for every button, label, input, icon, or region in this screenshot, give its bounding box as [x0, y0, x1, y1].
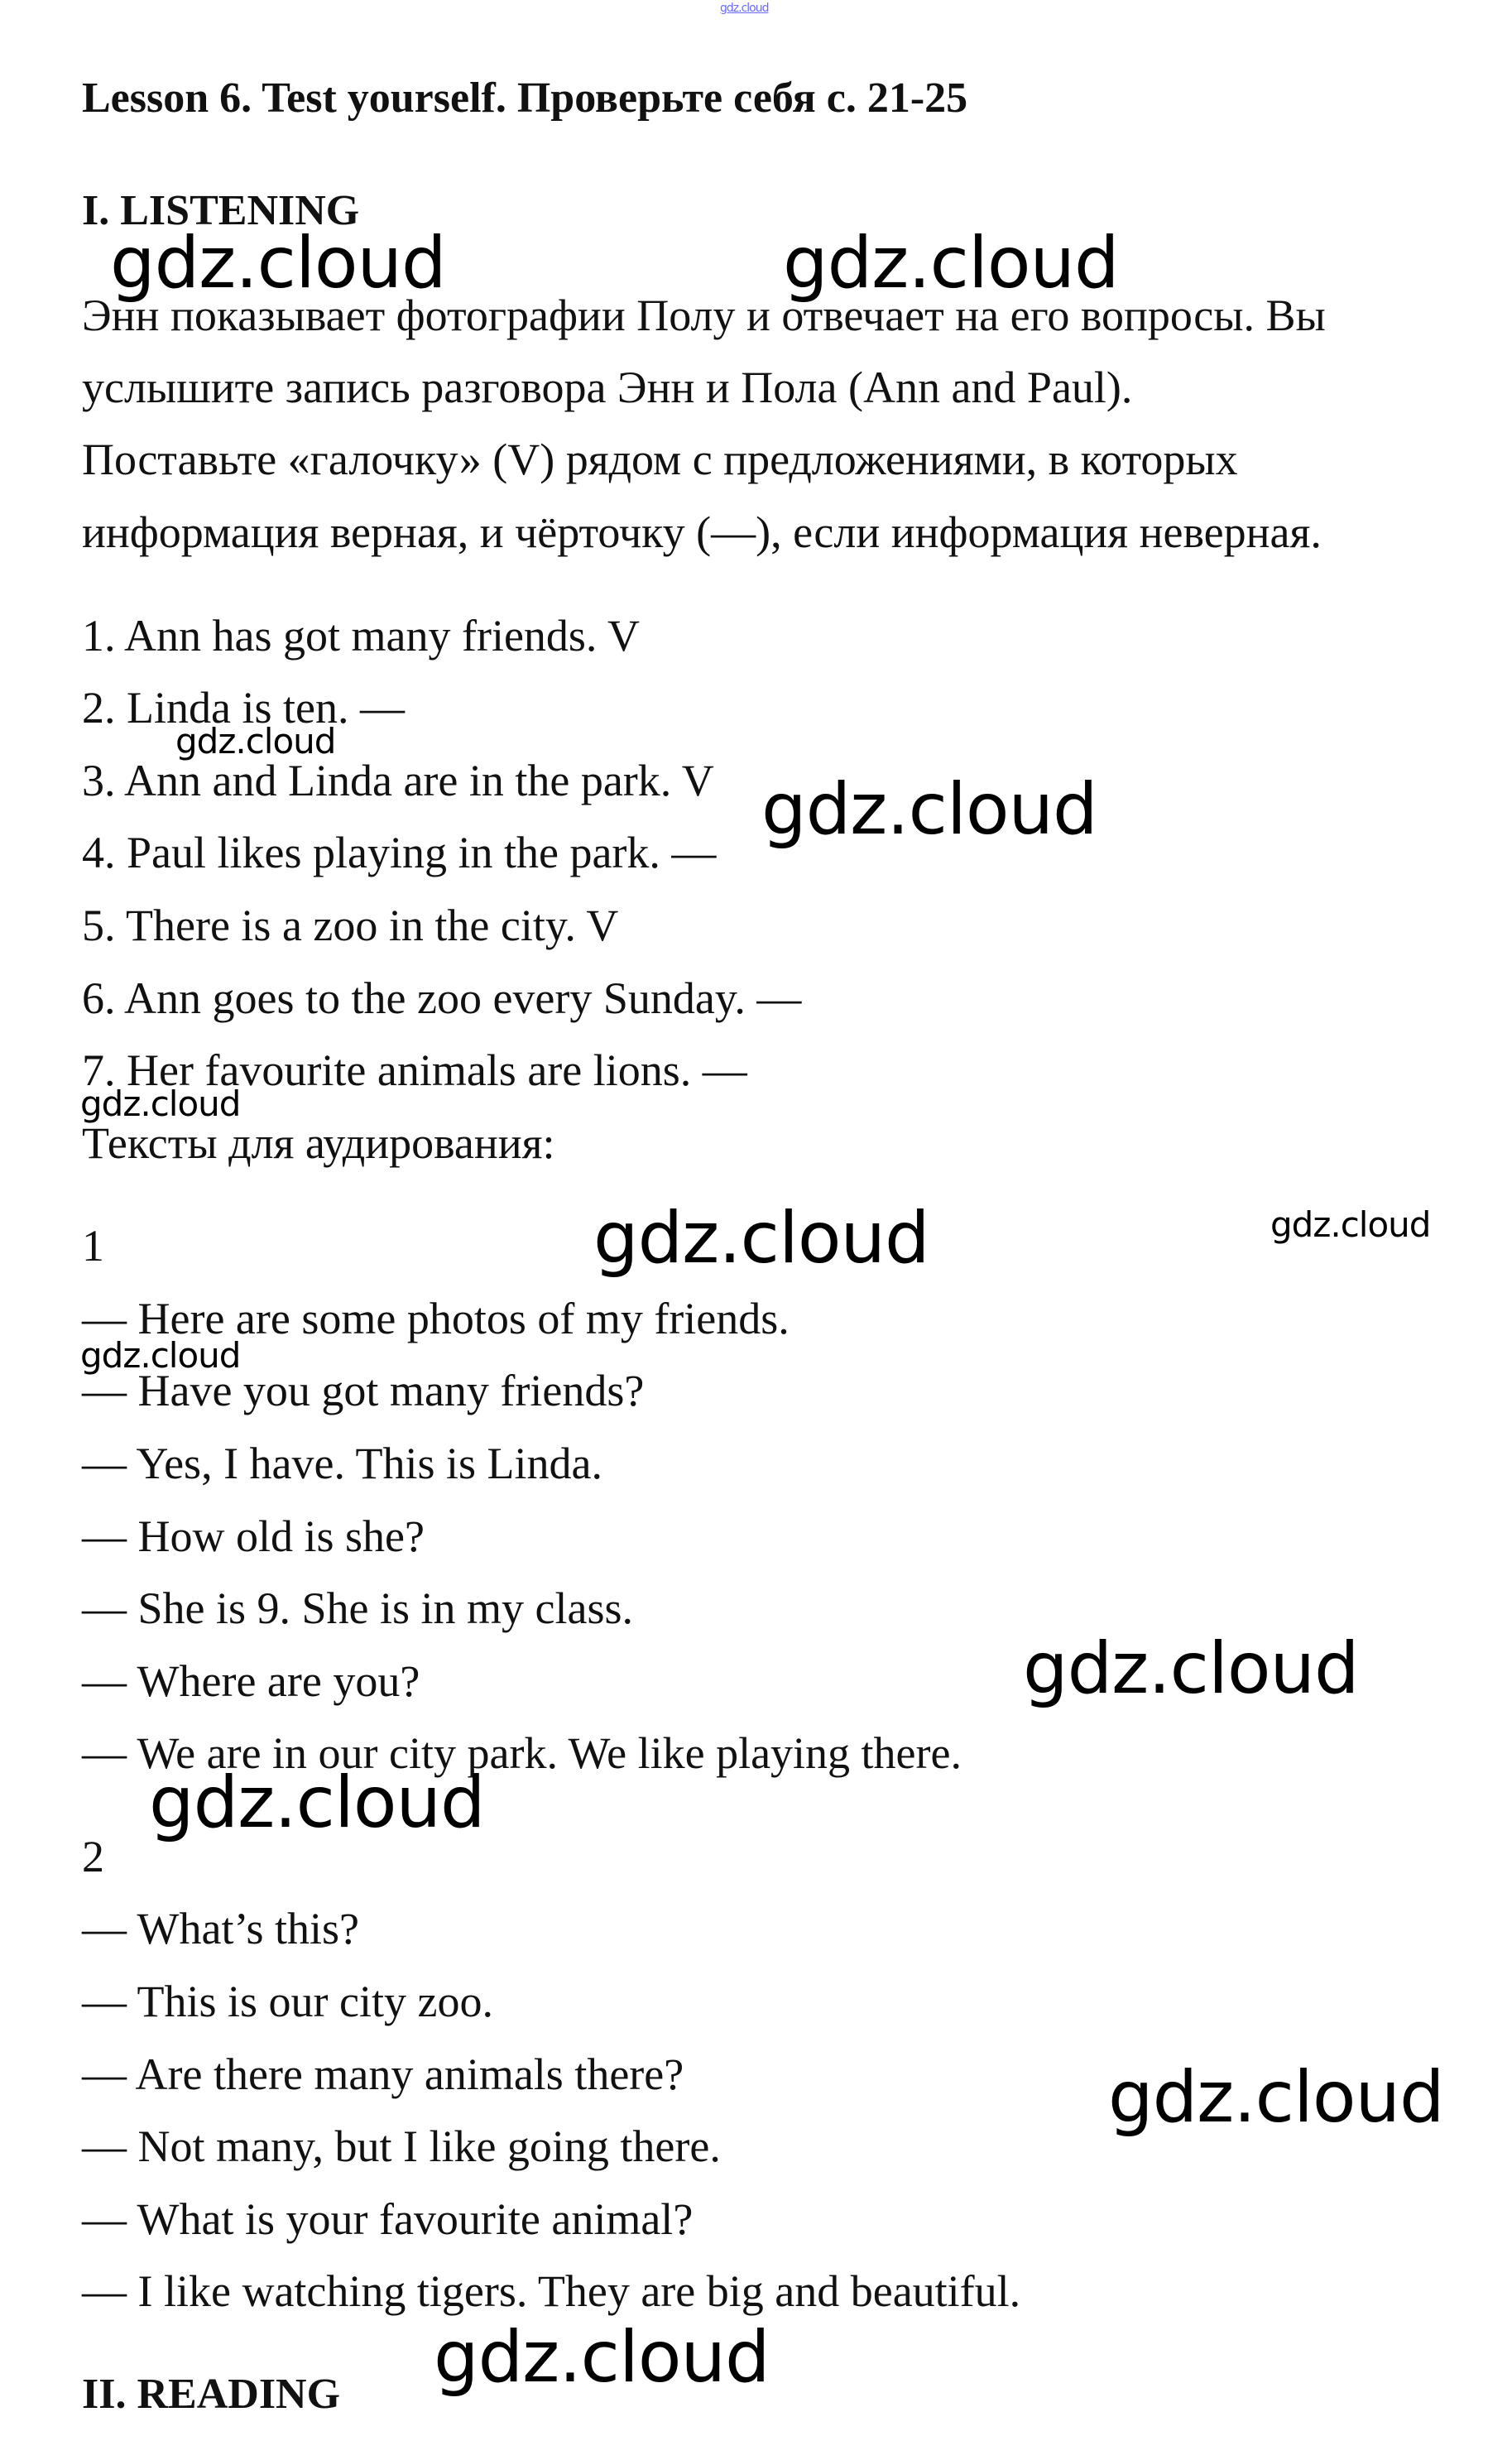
dialogue-line: — How old is she? [82, 1511, 425, 1561]
watermark: gdz.cloud [110, 222, 446, 305]
top-watermark-link[interactable]: gdz.cloud [720, 2, 769, 15]
dialogue-line: — What’s this? [82, 1904, 359, 1953]
dialogue-line: — Here are some photos of my friends. [82, 1294, 790, 1343]
texts-label: Тексты для аудирования: [82, 1118, 555, 1168]
dialogue-line: — She is 9. She is in my class. [82, 1583, 634, 1633]
dialogue-line: — Are there many animals there? [82, 2049, 684, 2099]
watermark: gdz.cloud [80, 1083, 241, 1124]
watermark: gdz.cloud [80, 1335, 241, 1376]
statement-item: 7. Her favourite animals are lions. — [82, 1045, 747, 1095]
instruction-line: Поставьте «галочку» (V) рядом с предложениями, в которых [82, 435, 1238, 484]
instruction-line: Энн показывает фотографии Полу и отвечает на его вопросы. Вы [82, 291, 1326, 340]
statement-item: 3. Ann and Linda are in the park. V [82, 756, 714, 805]
watermark: gdz.cloud [434, 2316, 770, 2399]
statement-item: 2. Linda is ten. — [82, 683, 405, 733]
dialogue-line: — Have you got many friends? [82, 1366, 645, 1415]
statement-item: 4. Paul likes playing in the park. — [82, 828, 717, 877]
watermark: gdz.cloud [593, 1197, 929, 1280]
dialogue-number: 1 [82, 1221, 104, 1271]
statement-item: 5. There is a zoo in the city. V [82, 901, 619, 950]
dialogue-line: — Where are you? [82, 1656, 420, 1706]
instruction-line: информация верная, и чёрточку (—), если информация неверная. [82, 507, 1322, 557]
watermark: gdz.cloud [1023, 1627, 1359, 1710]
dialogue-line: — This is our city zoo. [82, 1977, 493, 2026]
watermark: gdz.cloud [783, 222, 1119, 305]
dialogue-number: 2 [82, 1832, 104, 1881]
dialogue-line: — We are in our city park. We like playing there. [82, 1728, 962, 1778]
section-heading-reading: II. READING [82, 2371, 341, 2418]
page-title: Lesson 6. Test yourself. Проверьте себя с. 21-25 [82, 74, 968, 122]
dialogue-line: — What is your favourite animal? [82, 2194, 694, 2244]
dialogue-line: — I like watching tigers. They are big and beautiful. [82, 2266, 1021, 2316]
watermark: gdz.cloud [1108, 2056, 1444, 2139]
dialogue-line: — Yes, I have. This is Linda. [82, 1439, 602, 1488]
instruction-line: услышите запись разговора Энн и Пола (Ann and Paul). [82, 363, 1133, 412]
watermark: gdz.cloud [175, 721, 336, 762]
watermark: gdz.cloud [1270, 1204, 1431, 1245]
statement-item: 1. Ann has got many friends. V [82, 611, 640, 661]
dialogue-line: — Not many, but I like going there. [82, 2121, 721, 2171]
statement-item: 6. Ann goes to the zoo every Sunday. — [82, 973, 802, 1023]
section-heading-listening: I. LISTENING [82, 187, 360, 234]
watermark: gdz.cloud [761, 768, 1097, 851]
watermark: gdz.cloud [149, 1761, 485, 1844]
